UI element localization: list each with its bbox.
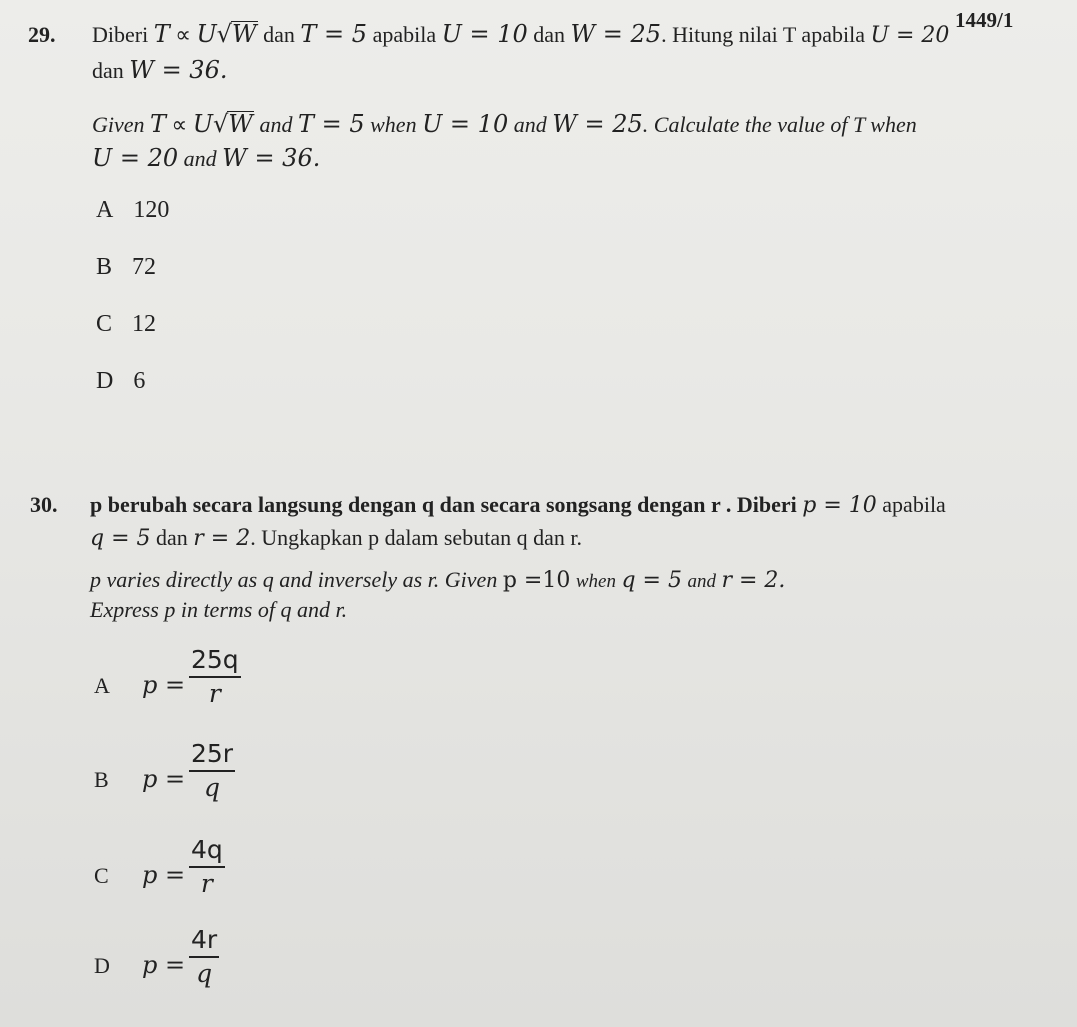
text: dan bbox=[92, 58, 124, 83]
option-value: 12 bbox=[132, 311, 157, 337]
math-var: U bbox=[192, 110, 213, 138]
fraction-numerator: 25q bbox=[191, 645, 239, 674]
option-letter: B bbox=[96, 254, 113, 280]
text: when bbox=[575, 571, 616, 592]
fraction-numerator: 4q bbox=[191, 835, 223, 864]
fraction bbox=[189, 739, 235, 802]
math-expr: p = 10 bbox=[802, 493, 877, 518]
text: when bbox=[370, 112, 417, 137]
math-expr: T = 5 bbox=[297, 110, 365, 138]
q29-english-line1 bbox=[92, 110, 917, 138]
text: p berubah secara langsung dengan q dan secara songsang dengan r . Diberi bbox=[90, 492, 797, 517]
proportional-symbol: ∝ bbox=[175, 23, 191, 48]
fraction-denominator: r bbox=[189, 866, 225, 898]
fraction-denominator: q bbox=[189, 770, 235, 802]
question-number: 30. bbox=[30, 492, 58, 517]
q29-english-line2 bbox=[92, 144, 320, 172]
option-a[interactable] bbox=[96, 197, 169, 224]
page-code: 1449/1 bbox=[955, 8, 1014, 32]
option-letter: B bbox=[94, 767, 109, 792]
text: . Hitung nilai T apabila bbox=[661, 22, 865, 47]
option-c[interactable] bbox=[96, 311, 156, 338]
math-expr: q = 5 bbox=[621, 568, 682, 593]
math-expr: T = 5 bbox=[300, 20, 368, 48]
text: . Calculate the value of T when bbox=[642, 112, 917, 137]
option-value: 72 bbox=[132, 254, 157, 280]
q30-english-line2: Express p in terms of q and r. bbox=[90, 597, 348, 622]
proportional-symbol: ∝ bbox=[171, 113, 188, 138]
q30-english-line1 bbox=[90, 567, 785, 593]
option-letter: D bbox=[96, 368, 114, 394]
text: Given bbox=[92, 112, 145, 137]
option-d[interactable] bbox=[96, 368, 145, 395]
fraction-numerator: 4r bbox=[191, 925, 218, 954]
math-expr: W = 36. bbox=[129, 56, 228, 84]
sqrt-radicand: W bbox=[228, 110, 253, 138]
option-value: 120 bbox=[133, 197, 170, 223]
question-number: 29. bbox=[28, 22, 56, 47]
q30-malay-line2 bbox=[90, 525, 582, 551]
math-expr: U = 10 bbox=[441, 20, 528, 48]
q29-malay-line2 bbox=[92, 56, 227, 84]
fraction bbox=[189, 835, 225, 898]
text: p varies directly as q and inversely as r. Given bbox=[90, 567, 498, 592]
math-var: T bbox=[150, 110, 167, 138]
option-b[interactable] bbox=[96, 254, 156, 281]
math-expr: q = 5 bbox=[90, 526, 151, 551]
text: and bbox=[513, 112, 547, 137]
option-lhs: p = bbox=[142, 861, 186, 889]
option-letter: C bbox=[94, 863, 109, 888]
math-expr: U = 20 bbox=[870, 23, 950, 48]
text: apabila bbox=[882, 492, 946, 517]
option-letter: A bbox=[96, 197, 114, 223]
text: dan bbox=[263, 22, 295, 47]
text: Diberi bbox=[92, 22, 149, 47]
math-expr: U = 20 bbox=[92, 144, 179, 172]
text: dan bbox=[533, 22, 565, 47]
math-expr: r = 2 bbox=[193, 526, 251, 551]
fraction-numerator: 25r bbox=[191, 739, 234, 768]
text: dan bbox=[156, 525, 188, 550]
math-expr: r = 2. bbox=[721, 568, 786, 593]
text: apabila bbox=[372, 22, 437, 47]
text: . Ungkapkan p dalam sebutan q dan r. bbox=[250, 525, 582, 550]
math-expr: p =10 bbox=[502, 568, 571, 593]
fraction-denominator: q bbox=[189, 956, 219, 988]
option-value: 6 bbox=[133, 368, 146, 394]
math-expr: W = 36. bbox=[222, 144, 321, 172]
math-expr: W = 25 bbox=[552, 110, 643, 138]
option-letter: C bbox=[96, 311, 113, 337]
q29-malay-line1 bbox=[92, 20, 949, 48]
fraction-denominator: r bbox=[189, 676, 241, 708]
text: and bbox=[259, 112, 293, 137]
math-expr: W = 25 bbox=[570, 20, 662, 48]
option-letter: A bbox=[94, 673, 110, 698]
math-var: U bbox=[196, 20, 217, 48]
text: and bbox=[183, 146, 217, 171]
math-expr: U = 10 bbox=[422, 110, 509, 138]
fraction bbox=[189, 645, 241, 708]
option-lhs: p = bbox=[142, 671, 186, 699]
sqrt-symbol: √ bbox=[216, 20, 232, 48]
math-var: T bbox=[153, 20, 170, 48]
sqrt-symbol: √ bbox=[213, 110, 229, 138]
q30-malay-line1 bbox=[90, 492, 946, 518]
option-lhs: p = bbox=[142, 765, 186, 793]
option-lhs: p = bbox=[142, 951, 186, 979]
sqrt-radicand: W bbox=[231, 20, 257, 48]
fraction bbox=[189, 925, 219, 988]
option-letter: D bbox=[94, 953, 110, 978]
text: and bbox=[687, 571, 716, 592]
